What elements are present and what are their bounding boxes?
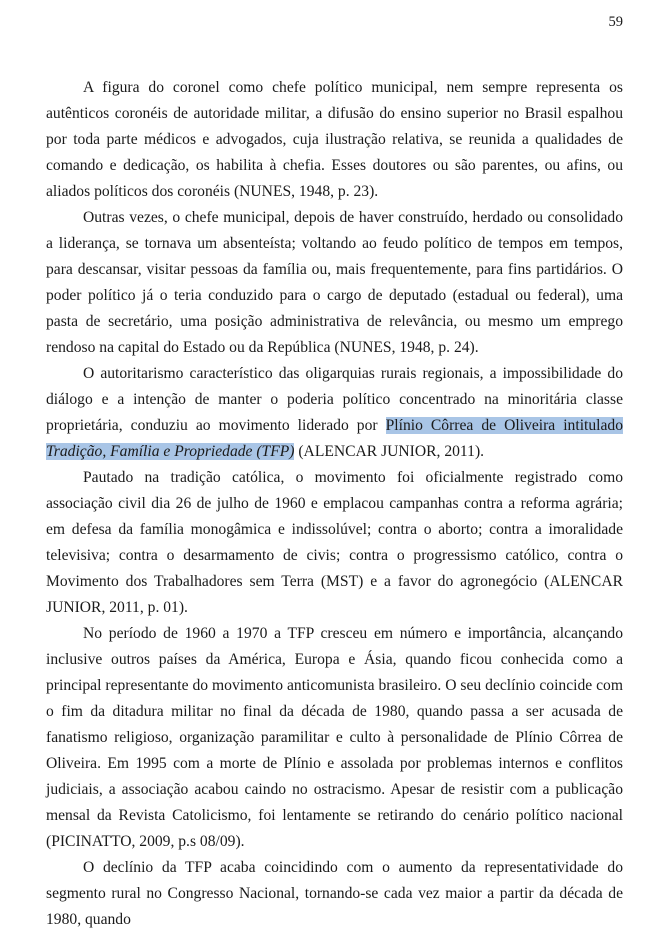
highlighted-plain-text: Plínio Côrrea de Oliveira intitulado [385,417,623,434]
body-text [46,75,623,933]
page-number: 59 [608,14,623,30]
paragraph-6: O declínio da TFP acaba coincidindo com o aumento da representatividade do segmento rural no Congresso Nacional, tornando-se cada vez maior a partir da década de 1980, quando [46,859,623,928]
paragraph-1: A figura do coronel como chefe político municipal, nem sempre representa os autênticos coronéis de autoridade militar, a difusão do ensino superior no Brasil espalhou por toda parte médicos e advogados, cuja ilustração relativa, se reunida a qualidades de comando e dedicação, os habilita à chefia. Esses doutores ou são parentes, ou afins, ou aliados políticos dos coronéis (NUNES, 1948, p. 23). [46,79,623,200]
paragraph-3 [46,361,623,465]
paragraph-2: Outras vezes, o chefe municipal, depois de haver construído, herdado ou consolidado a liderança, se tornava um absenteísta; voltando ao feudo político de tempos em tempos, para descansar, visitar pessoas da família ou, mais frequentemente, para fins partidários. O poder político já o teria conduzido para o cargo de deputado (estadual ou federal), uma pasta de secretário, uma posição administrativa de relevância, ou mesmo um emprego rendoso na capital do Estado ou da República (NUNES, 1948, p. 24). [46,209,623,356]
paragraph-3-citation: (ALENCAR JUNIOR, 2011). [294,443,485,460]
paragraph-5: No período de 1960 a 1970 a TFP cresceu em número e importância, alcançando inclusive outros países da América, Europa e Ásia, quando ficou conhecida como a principal representante do movimento anticomunista brasileiro. O seu declínio coincide com o fim da ditadura militar no final da década de 1980, quando passa a ser acusada de fanatismo religioso, organização paramilitar e culto à personalidade de Plínio Côrrea de Oliveira. Em 1995 com a morte de Plínio e assolada por problemas internos e conflitos judiciais, a associação acabou caindo no ostracismo. Apesar de resistir com a publicação mensal da Revista Catolicismo, foi lentamente se retirando do cenário político nacional (PICINATTO, 2009, p.s 08/09). [46,625,623,850]
highlighted-italic-title: Tradição, Família e Propriedade (TFP) [46,443,295,460]
paragraph-3-text: O autoritarismo característico das oligarquias rurais regionais, a impossibilidade do diálogo e a intenção de manter o poderia político concentrado na minoritária classe proprietária, conduziu ao movimento liderado por [46,365,623,434]
paragraph-4: Pautado na tradição católica, o movimento foi oficialmente registrado como associação civil dia 26 de julho de 1960 e emplacou campanhas contra a reforma agrária; em defesa da família monogâmica e indissolúvel; contra o aborto; contra a imoralidade televisiva; contra o desarmamento de civis; contra o progressismo católico, contra o Movimento dos Trabalhadores sem Terra (MST) e a favor do agronegócio (ALENCAR JUNIOR, 2011, p. 01). [46,469,623,616]
